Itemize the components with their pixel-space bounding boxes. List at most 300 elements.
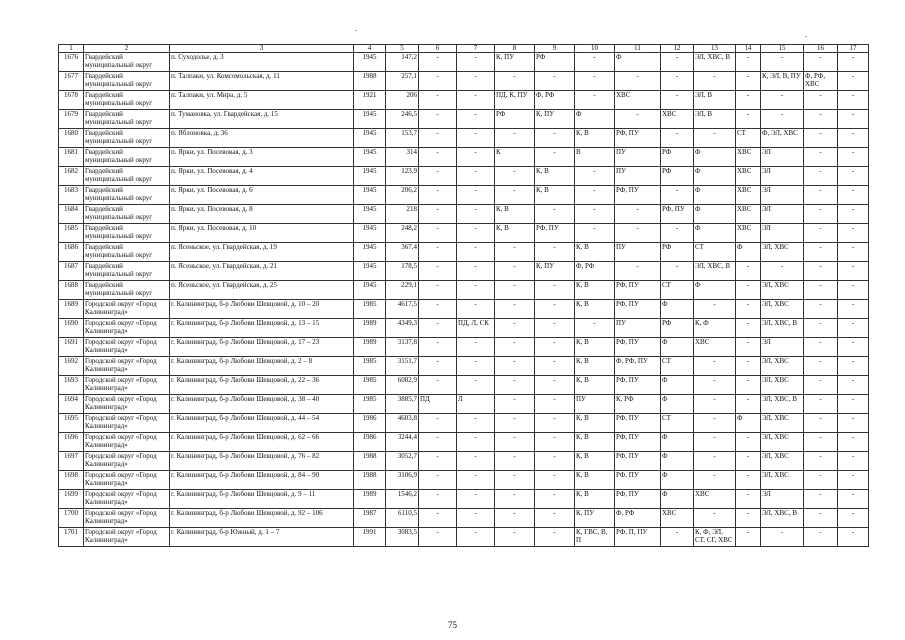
table-cell: - — [694, 395, 736, 414]
table-cell: - — [838, 110, 869, 129]
table-cell: - — [661, 262, 694, 281]
table-cell: РФ, ПУ — [615, 338, 661, 357]
table-cell: - — [535, 205, 575, 224]
table-cell: - — [804, 300, 838, 319]
column-header: 17 — [838, 45, 869, 53]
table-cell: К, В — [575, 452, 615, 471]
column-header: 5 — [386, 45, 419, 53]
table-cell: ЭЛ, ХВС, В — [761, 319, 804, 338]
table-cell: - — [838, 319, 869, 338]
table-cell: Городской округ «Город Калининград» — [84, 357, 170, 376]
table-cell: ХВС — [736, 224, 761, 243]
table-cell: - — [804, 53, 838, 72]
table-cell: - — [419, 224, 457, 243]
table-row — [59, 186, 869, 205]
table-cell: Городской округ «Город Калининград» — [84, 509, 170, 528]
table-cell: К, В — [535, 186, 575, 205]
table-cell: К, ЭЛ, В, ПУ — [761, 72, 804, 91]
table-cell: п. Талпаки, ул. Мира, д. 5 — [170, 91, 354, 110]
column-number-row — [59, 45, 869, 53]
table-cell: ХВС — [736, 186, 761, 205]
table-row — [59, 300, 869, 319]
table-cell: К, В — [575, 414, 615, 433]
table-cell: - — [457, 129, 495, 148]
table-cell: - — [736, 471, 761, 490]
table-cell: 246,5 — [386, 110, 419, 129]
table-cell: Гвардейский муниципальный округ — [84, 167, 170, 186]
table-cell: Ф — [694, 205, 736, 224]
table-cell: Ф — [615, 53, 661, 72]
table-cell: Л — [457, 395, 495, 414]
table-cell: - — [838, 338, 869, 357]
table-cell: ХВС — [661, 509, 694, 528]
column-header: 12 — [661, 45, 694, 53]
table-cell: 367,4 — [386, 243, 419, 262]
table-cell: Ф, ЭЛ, ХВС — [761, 129, 804, 148]
table-row — [59, 53, 869, 72]
table-cell: К, В — [535, 167, 575, 186]
table-row — [59, 148, 869, 167]
table-cell: Городской округ «Город Калининград» — [84, 319, 170, 338]
table-cell: - — [495, 471, 535, 490]
table-cell: 1699 — [59, 490, 84, 509]
table-cell: п. Яблоновка, д. 36 — [170, 129, 354, 148]
table-cell: К, ГВС, В, П — [575, 528, 615, 547]
table-cell: - — [661, 528, 694, 547]
table-cell: 1688 — [59, 281, 84, 300]
table-cell: - — [838, 243, 869, 262]
table-cell: ХВС — [615, 91, 661, 110]
table-cell: - — [804, 243, 838, 262]
table-cell: - — [419, 53, 457, 72]
table-cell: - — [838, 129, 869, 148]
table-cell: РФ — [661, 243, 694, 262]
table-cell: 218 — [386, 205, 419, 224]
table-cell: 314 — [386, 148, 419, 167]
table-cell: 3151,7 — [386, 357, 419, 376]
table-cell: РФ, ПУ — [615, 471, 661, 490]
table-cell: СТ — [694, 243, 736, 262]
table-cell: 1546,2 — [386, 490, 419, 509]
table-cell: 206,2 — [386, 186, 419, 205]
table-row — [59, 471, 869, 490]
table-cell: Гвардейский муниципальный округ — [84, 281, 170, 300]
table-cell: п. Ясеньское, ул. Гвардейская, д. 25 — [170, 281, 354, 300]
table-cell: 248,2 — [386, 224, 419, 243]
table-cell: 1694 — [59, 395, 84, 414]
table-cell: г. Калининград, б-р Любови Шевцовой, д. 13 – 15 — [170, 319, 354, 338]
table-cell: - — [457, 72, 495, 91]
table-cell: 1945 — [354, 53, 386, 72]
table-cell: 153,7 — [386, 129, 419, 148]
table-cell: ПД — [419, 395, 457, 414]
table-cell: - — [575, 91, 615, 110]
table-cell: 147,2 — [386, 53, 419, 72]
table-cell: - — [694, 433, 736, 452]
table-cell: 4603,8 — [386, 414, 419, 433]
table-cell: - — [457, 376, 495, 395]
table-cell: ЭЛ, ХВС, В — [694, 53, 736, 72]
table-cell: - — [419, 72, 457, 91]
table-cell: РФ, ПУ — [615, 376, 661, 395]
table-cell: 1684 — [59, 205, 84, 224]
table-row — [59, 110, 869, 129]
table-cell: К, В — [495, 224, 535, 243]
table-cell: К, Ф — [694, 319, 736, 338]
table-cell: - — [838, 167, 869, 186]
table-cell: - — [419, 376, 457, 395]
table-cell: ПД, Л, СК — [457, 319, 495, 338]
column-header: 16 — [804, 45, 838, 53]
table-cell: ЭЛ, ХВС — [761, 414, 804, 433]
table-cell: Городской округ «Город Калининград» — [84, 452, 170, 471]
table-cell: Ф — [694, 186, 736, 205]
table-cell: Городской округ «Город Калининград» — [84, 338, 170, 357]
table-row — [59, 414, 869, 433]
table-cell: - — [419, 281, 457, 300]
table-cell: - — [457, 186, 495, 205]
table-cell: - — [419, 91, 457, 110]
table-cell: - — [736, 319, 761, 338]
table-cell: - — [457, 471, 495, 490]
table-row — [59, 490, 869, 509]
table-cell: - — [838, 414, 869, 433]
table-cell: 1945 — [354, 148, 386, 167]
table-cell: - — [535, 338, 575, 357]
table-cell: 3106,9 — [386, 471, 419, 490]
table-cell: ЭЛ, ХВС — [761, 357, 804, 376]
table-cell: ПУ — [575, 395, 615, 414]
table-cell: - — [661, 186, 694, 205]
table-cell: К, В — [575, 243, 615, 262]
table-cell: 1989 — [354, 338, 386, 357]
table-cell: п. Ярки, ул. Посевовая, д. 4 — [170, 167, 354, 186]
table-cell: - — [694, 414, 736, 433]
table-cell: - — [419, 186, 457, 205]
table-cell: - — [457, 452, 495, 471]
table-cell: К — [495, 148, 535, 167]
table-row — [59, 357, 869, 376]
table-cell: - — [535, 509, 575, 528]
table-cell: 1696 — [59, 433, 84, 452]
table-cell: 178,5 — [386, 262, 419, 281]
table-cell: 1679 — [59, 110, 84, 129]
table-cell: РФ — [661, 319, 694, 338]
table-cell: 6082,9 — [386, 376, 419, 395]
table-cell: 123,9 — [386, 167, 419, 186]
table-cell: РФ — [661, 148, 694, 167]
table-cell: 1985 — [354, 357, 386, 376]
table-cell: - — [495, 414, 535, 433]
table-cell: Ф — [661, 376, 694, 395]
table-cell: 1700 — [59, 509, 84, 528]
table-cell: 1988 — [354, 471, 386, 490]
table-cell: Ф — [694, 281, 736, 300]
table-cell: Ф — [661, 490, 694, 509]
table-cell: - — [615, 205, 661, 224]
table-cell: Гвардейский муниципальный округ — [84, 110, 170, 129]
table-cell: - — [457, 110, 495, 129]
table-cell: 257,1 — [386, 72, 419, 91]
table-cell: - — [804, 509, 838, 528]
table-cell: - — [736, 528, 761, 547]
table-cell: - — [804, 224, 838, 243]
table-cell: п. Ясеньское, ул. Гвардейская, д. 21 — [170, 262, 354, 281]
table-cell: - — [419, 300, 457, 319]
table-cell: Гвардейский муниципальный округ — [84, 148, 170, 167]
table-cell: - — [495, 300, 535, 319]
table-cell: Ф — [661, 395, 694, 414]
table-cell: РФ, ПУ — [615, 186, 661, 205]
table-cell: - — [736, 338, 761, 357]
table-cell: 1945 — [354, 281, 386, 300]
table-cell: К, В — [575, 300, 615, 319]
table-cell: РФ, ПУ — [535, 224, 575, 243]
table-row — [59, 91, 869, 110]
table-cell: - — [838, 281, 869, 300]
table-cell: 1690 — [59, 319, 84, 338]
table-cell: Гвардейский муниципальный округ — [84, 224, 170, 243]
table-cell: ХВС — [694, 490, 736, 509]
table-cell: - — [535, 414, 575, 433]
column-header: 9 — [535, 45, 575, 53]
table-cell: 1991 — [354, 528, 386, 547]
table-cell: - — [535, 281, 575, 300]
table-cell: п. Тумановка, ул. Гвардейская, д. 15 — [170, 110, 354, 129]
table-cell: Гвардейский муниципальный округ — [84, 72, 170, 91]
table-cell: Городской округ «Город Калининград» — [84, 490, 170, 509]
table-cell: г. Калининград, б-р Любови Шевцовой, д. 84 – 90 — [170, 471, 354, 490]
table-cell: - — [804, 186, 838, 205]
table-cell: К, Ф, ЭЛ, СТ, СГ, ХВС — [694, 528, 736, 547]
table-cell: - — [736, 53, 761, 72]
table-cell: - — [495, 528, 535, 547]
table-cell: - — [804, 167, 838, 186]
table-cell: Гвардейский муниципальный округ — [84, 205, 170, 224]
table-cell: - — [694, 471, 736, 490]
table-cell: - — [419, 528, 457, 547]
table-cell: - — [615, 110, 661, 129]
table-cell: - — [804, 433, 838, 452]
column-header: 10 — [575, 45, 615, 53]
table-cell: - — [419, 338, 457, 357]
table-cell: ЭЛ, ХВС, В — [761, 509, 804, 528]
table-cell: 1989 — [354, 319, 386, 338]
table-cell: г. Калининград, б-р Любови Шевцовой, д. 38 – 40 — [170, 395, 354, 414]
table-cell: - — [535, 148, 575, 167]
table-cell: - — [419, 167, 457, 186]
table-cell: - — [457, 414, 495, 433]
table-row — [59, 224, 869, 243]
table-cell: - — [495, 433, 535, 452]
table-cell: Гвардейский муниципальный округ — [84, 91, 170, 110]
table-cell: - — [736, 357, 761, 376]
table-cell: Городской округ «Город Калининград» — [84, 528, 170, 547]
table-cell: - — [495, 376, 535, 395]
table-cell: г. Калининград, б-р Любови Шевцовой, д. 76 – 82 — [170, 452, 354, 471]
table-cell: - — [838, 395, 869, 414]
table-cell: - — [535, 433, 575, 452]
table-cell: 3244,4 — [386, 433, 419, 452]
table-cell: - — [419, 509, 457, 528]
table-cell: п. Ярки, ул. Посевовая, д. 6 — [170, 186, 354, 205]
table-cell: - — [804, 262, 838, 281]
table-cell: - — [661, 72, 694, 91]
table-cell: К, В — [575, 471, 615, 490]
table-cell: г. Калининград, б-р Любови Шевцовой, д. 9 – 11 — [170, 490, 354, 509]
table-cell: РФ, ПУ — [615, 433, 661, 452]
table-cell: - — [535, 452, 575, 471]
table-cell: - — [457, 243, 495, 262]
table-cell: - — [419, 433, 457, 452]
table-row — [59, 205, 869, 224]
table-cell: - — [615, 262, 661, 281]
table-cell: ПУ — [615, 148, 661, 167]
table-cell: - — [804, 357, 838, 376]
table-cell: К, РФ — [615, 395, 661, 414]
table-cell: г. Калининград, б-р Любови Шевцовой, д. 17 – 23 — [170, 338, 354, 357]
table-cell: 3052,7 — [386, 452, 419, 471]
table-row — [59, 376, 869, 395]
table-cell: - — [495, 262, 535, 281]
table-cell: Ф — [694, 167, 736, 186]
table-cell: - — [535, 490, 575, 509]
table-cell: Ф — [736, 243, 761, 262]
column-header: 3 — [170, 45, 354, 53]
table-cell: 1701 — [59, 528, 84, 547]
table-cell: Ф — [575, 110, 615, 129]
table-cell: - — [495, 167, 535, 186]
table-cell: Гвардейский муниципальный округ — [84, 129, 170, 148]
table-cell: РФ, ПУ — [615, 281, 661, 300]
table-cell: 1986 — [354, 433, 386, 452]
table-cell: - — [736, 490, 761, 509]
table-cell: 1986 — [354, 414, 386, 433]
table-cell: - — [838, 186, 869, 205]
table-cell: - — [575, 72, 615, 91]
scan-speck — [805, 36, 807, 37]
table-cell: - — [804, 319, 838, 338]
table-cell: - — [694, 72, 736, 91]
table-cell: 1985 — [354, 300, 386, 319]
table-cell: 1988 — [354, 452, 386, 471]
table-cell: - — [736, 281, 761, 300]
table-cell: - — [535, 471, 575, 490]
table-cell: - — [838, 528, 869, 547]
table-cell: - — [495, 395, 535, 414]
table-row — [59, 262, 869, 281]
table-cell: - — [736, 395, 761, 414]
table-cell: РФ, ПУ — [661, 205, 694, 224]
table-cell: 1676 — [59, 53, 84, 72]
table-cell: - — [535, 528, 575, 547]
table-cell: РФ — [535, 53, 575, 72]
table-cell: РФ, П, ПУ — [615, 528, 661, 547]
table-cell: - — [495, 338, 535, 357]
table-cell: К, В — [575, 129, 615, 148]
table-cell: 1697 — [59, 452, 84, 471]
table-cell: п. Ярки, ул. Посевовая, д. 8 — [170, 205, 354, 224]
table-cell: - — [419, 110, 457, 129]
table-cell: К, В — [575, 281, 615, 300]
table-cell: 1683 — [59, 186, 84, 205]
table-cell: Ф — [694, 148, 736, 167]
table-cell: - — [838, 509, 869, 528]
table-cell: ЭЛ, ХВС, В — [761, 395, 804, 414]
table-cell: - — [575, 319, 615, 338]
table-cell: - — [495, 319, 535, 338]
table-cell: - — [457, 167, 495, 186]
table-cell: - — [736, 452, 761, 471]
page-number: 75 — [448, 620, 457, 630]
table-cell: г. Калининград, б-р Любови Шевцовой, д. 62 – 66 — [170, 433, 354, 452]
table-cell: - — [838, 224, 869, 243]
table-cell: - — [838, 148, 869, 167]
table-cell: РФ, ПУ — [615, 452, 661, 471]
table-cell: - — [495, 490, 535, 509]
table-cell: 1686 — [59, 243, 84, 262]
table-cell: ПД, К, ПУ — [495, 91, 535, 110]
table-cell: - — [838, 471, 869, 490]
table-cell: СТ — [661, 357, 694, 376]
table-cell: РФ — [661, 167, 694, 186]
table-cell: К, ПУ — [575, 509, 615, 528]
table-cell: - — [457, 528, 495, 547]
table-cell: - — [804, 148, 838, 167]
table-cell: - — [535, 376, 575, 395]
housing-table — [58, 44, 869, 547]
table-cell: 1945 — [354, 186, 386, 205]
table-cell: - — [535, 243, 575, 262]
table-cell: Городской округ «Город Калининград» — [84, 433, 170, 452]
table-cell: Гвардейский муниципальный округ — [84, 243, 170, 262]
column-header: 14 — [736, 45, 761, 53]
table-cell: К, В — [575, 490, 615, 509]
table-cell: - — [694, 129, 736, 148]
table-cell: - — [495, 243, 535, 262]
table-cell: - — [419, 148, 457, 167]
table-cell: - — [495, 186, 535, 205]
table-cell: - — [661, 53, 694, 72]
table-cell: п. Суходолье, д. 3 — [170, 53, 354, 72]
table-cell: РФ, ПУ — [615, 129, 661, 148]
table-row — [59, 129, 869, 148]
table-cell: 1698 — [59, 471, 84, 490]
table-cell: - — [615, 72, 661, 91]
table-cell: - — [457, 433, 495, 452]
table-cell: Ф, РФ — [535, 91, 575, 110]
table-cell: - — [694, 509, 736, 528]
table-cell: - — [736, 91, 761, 110]
table-cell: - — [804, 528, 838, 547]
table-cell: ЭЛ, ХВС — [761, 281, 804, 300]
table-cell: - — [736, 509, 761, 528]
table-cell: Гвардейский муниципальный округ — [84, 186, 170, 205]
table-cell: 1687 — [59, 262, 84, 281]
table-cell: - — [419, 262, 457, 281]
column-header: 8 — [495, 45, 535, 53]
table-cell: 1678 — [59, 91, 84, 110]
table-cell: - — [457, 262, 495, 281]
table-cell: ЭЛ, ХВС — [761, 433, 804, 452]
table-row — [59, 72, 869, 91]
table-row — [59, 319, 869, 338]
table-cell: ХВС — [661, 110, 694, 129]
table-cell: - — [838, 357, 869, 376]
table-cell: К, В — [495, 205, 535, 224]
table-cell: Ф — [661, 471, 694, 490]
table-cell: - — [575, 167, 615, 186]
